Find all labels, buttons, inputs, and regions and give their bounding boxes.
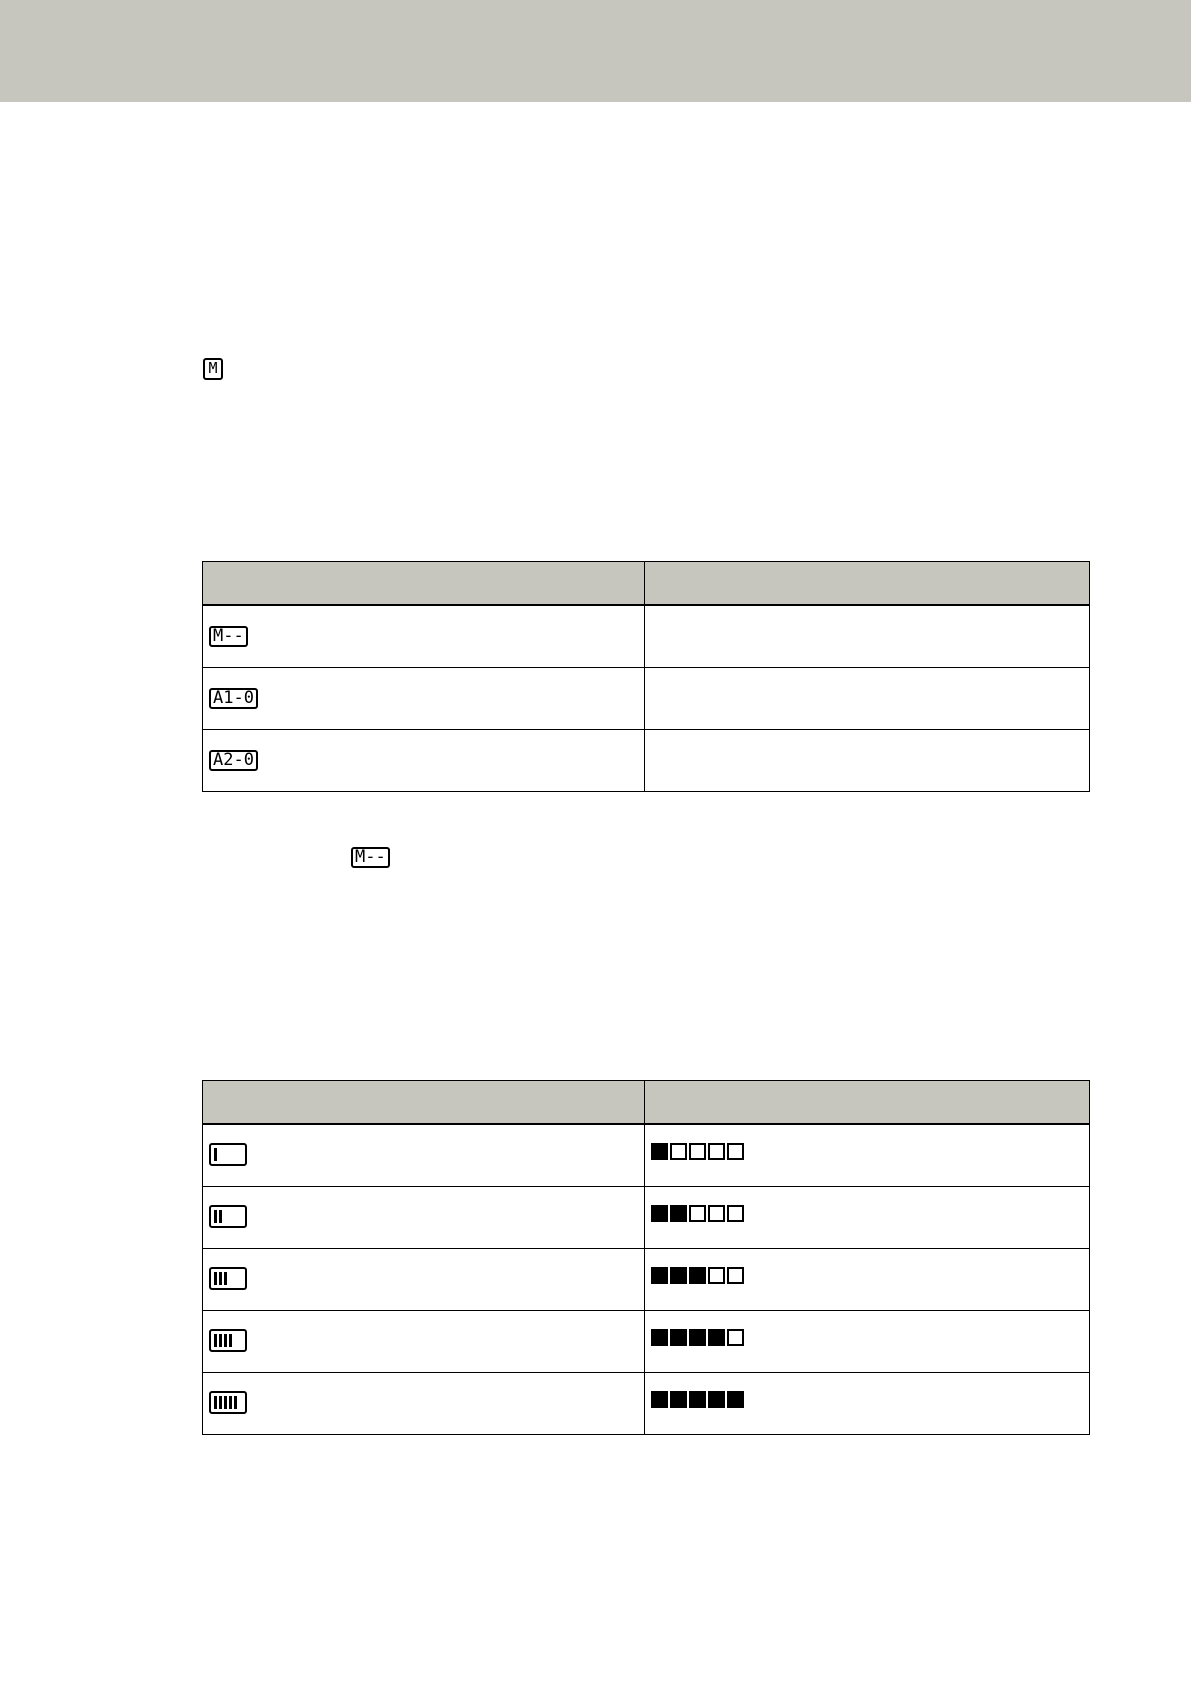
filled-square bbox=[651, 1391, 668, 1408]
empty-square bbox=[727, 1205, 744, 1222]
empty-square bbox=[727, 1143, 744, 1160]
empty-square bbox=[689, 1205, 706, 1222]
table-row bbox=[203, 730, 1090, 792]
page-header-band bbox=[0, 0, 1191, 102]
filled-square bbox=[689, 1329, 706, 1346]
filled-square bbox=[651, 1329, 668, 1346]
table-header-cell bbox=[645, 562, 1090, 606]
level-bar bbox=[224, 1334, 227, 1347]
level-squares-indicator bbox=[651, 1329, 746, 1350]
filled-square bbox=[670, 1391, 687, 1408]
level-bar bbox=[234, 1396, 237, 1409]
level-bar bbox=[219, 1272, 222, 1285]
table-row bbox=[203, 1311, 1090, 1373]
table-header-cell bbox=[203, 1081, 645, 1125]
mode-description bbox=[645, 730, 1090, 792]
table-row bbox=[203, 605, 1090, 668]
level-bar-icon bbox=[209, 1205, 247, 1228]
level-bar bbox=[214, 1396, 217, 1409]
level-bar bbox=[219, 1396, 222, 1409]
mode-a1-icon: A1-0 bbox=[209, 688, 258, 709]
level-squares-indicator bbox=[651, 1391, 746, 1412]
level-squares-indicator bbox=[651, 1143, 746, 1164]
level-indicator-table bbox=[202, 1080, 1090, 1435]
mode-description bbox=[645, 605, 1090, 668]
filled-square bbox=[689, 1391, 706, 1408]
level-bar bbox=[214, 1272, 217, 1285]
empty-square bbox=[708, 1205, 725, 1222]
filled-square bbox=[689, 1267, 706, 1284]
level-squares-indicator bbox=[651, 1267, 746, 1288]
mode-a2-icon: A2-0 bbox=[209, 750, 258, 771]
level-bar-icon bbox=[209, 1329, 247, 1352]
filled-square bbox=[670, 1205, 687, 1222]
level-bar-icon bbox=[209, 1143, 247, 1166]
empty-square bbox=[727, 1329, 744, 1346]
filled-square bbox=[670, 1267, 687, 1284]
filled-square bbox=[708, 1391, 725, 1408]
table-row bbox=[203, 1124, 1090, 1187]
empty-square bbox=[689, 1143, 706, 1160]
mode-indicator-table bbox=[202, 561, 1090, 792]
level-squares-indicator bbox=[651, 1205, 746, 1226]
filled-square bbox=[708, 1329, 725, 1346]
mode-m-icon: M-- bbox=[209, 626, 248, 647]
level-bar bbox=[214, 1210, 217, 1223]
table-header-cell bbox=[645, 1081, 1090, 1125]
filled-square bbox=[670, 1329, 687, 1346]
manual-mode-icon: M bbox=[203, 358, 223, 380]
filled-square bbox=[651, 1143, 668, 1160]
level-bar bbox=[224, 1396, 227, 1409]
level-bar bbox=[224, 1272, 227, 1285]
table-row bbox=[203, 1373, 1090, 1435]
empty-square bbox=[708, 1143, 725, 1160]
table-header-row bbox=[203, 562, 1090, 606]
level-bar bbox=[229, 1396, 232, 1409]
table-header-cell bbox=[203, 562, 645, 606]
level-bar bbox=[219, 1210, 222, 1223]
level-bar-icon bbox=[209, 1267, 247, 1290]
empty-square bbox=[670, 1143, 687, 1160]
filled-square bbox=[651, 1205, 668, 1222]
level-bar bbox=[219, 1334, 222, 1347]
level-bar bbox=[214, 1334, 217, 1347]
level-bar-icon bbox=[209, 1391, 247, 1414]
empty-square bbox=[727, 1267, 744, 1284]
level-bar bbox=[214, 1148, 217, 1161]
inline-mode-icon: M-- bbox=[351, 847, 390, 868]
empty-square bbox=[708, 1267, 725, 1284]
filled-square bbox=[727, 1391, 744, 1408]
table-row bbox=[203, 668, 1090, 730]
filled-square bbox=[651, 1267, 668, 1284]
table-row bbox=[203, 1249, 1090, 1311]
table-row bbox=[203, 1187, 1090, 1249]
table-header-row bbox=[203, 1081, 1090, 1125]
mode-description bbox=[645, 668, 1090, 730]
level-bar bbox=[229, 1334, 232, 1347]
